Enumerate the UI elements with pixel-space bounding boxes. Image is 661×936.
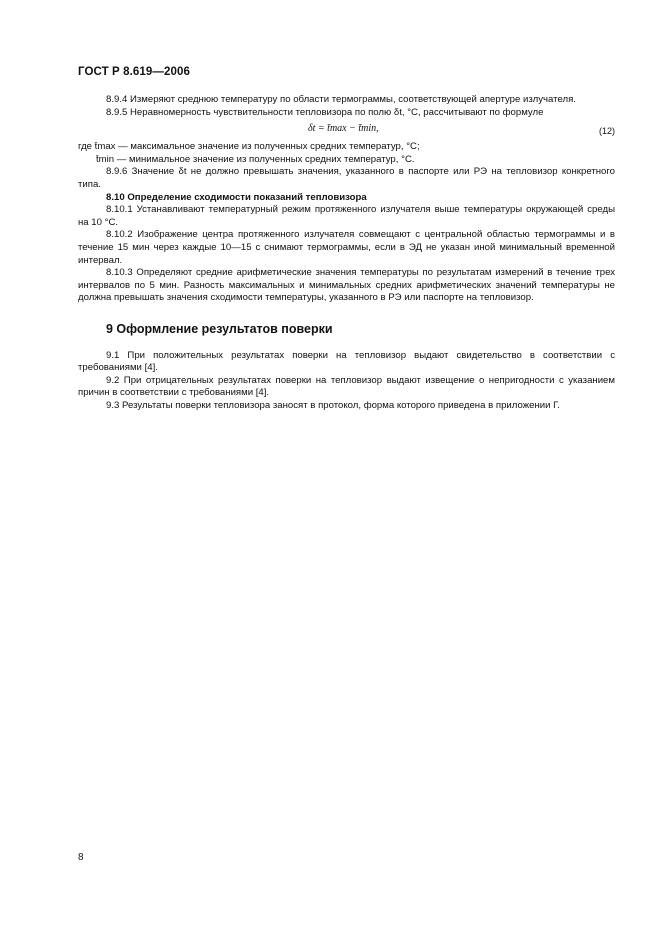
formula-12: δt = t̄max − t̄min, — [308, 123, 379, 135]
paragraph-8-10-1: 8.10.1 Устанавливают температурный режим протяженного излучателя выше температуры окружающей среды на 10 °С. — [78, 204, 615, 228]
formula-row — [78, 121, 615, 139]
page-number: 8 — [78, 852, 84, 863]
document-header: ГОСТ Р 8.619—2006 — [78, 66, 190, 78]
where-max: где t̄max — максимальное значение из полученных средних температур, °С; — [78, 141, 420, 153]
document-body — [78, 94, 615, 412]
paragraph-9-2: 9.2 При отрицательных результатах поверки на тепловизор выдают извещение о непригодности с указанием причин в соответствии с требованиями [4]. — [78, 374, 615, 399]
formula-number: (12) — [598, 126, 615, 137]
paragraph-8-9-5: 8.9.5 Неравномерность чувствительности тепловизора по полю δt, °С, рассчитывают по формуле — [106, 106, 544, 118]
paragraph-9-3: 9.3 Результаты поверки тепловизора заносят в протокол, форма которого приведена в приложении Г. — [106, 399, 560, 411]
paragraph-8-10-3: 8.10.3 Определяют средние арифметические значения температуры по результатам измерений в течение трех интервалов по 5 мин. Разность максимальных и минимальных средних арифметических значений температуры не должна превышать значения сходимости температуры, указанного в РЭ или паспорте на тепловизор. — [78, 267, 615, 304]
paragraph-8-9-4: 8.9.4 Измеряют среднюю температуру по области термограммы, соответствующей апертуре излучателя. — [106, 94, 576, 105]
paragraph-9-1: 9.1 При положительных результатах поверки на тепловизор выдают свидетельство в соответствии с требованиями [4]. — [78, 349, 615, 374]
where-min: t̄min — минимальное значение из полученных средних температур, °С. — [96, 153, 415, 165]
subsection-heading-8-10: 8.10 Определение сходимости показаний тепловизора — [106, 191, 367, 203]
paragraph-8-10-2: 8.10.2 Изображение центра протяженного излучателя совмещают с центральной областью термограммы и в течение 15 мин через каждые 10—15 с снимают термограммы, если в ЭД не указан иной минимальный временной интервал. — [78, 229, 615, 266]
paragraph-8-9-6: 8.9.6 Значение δt не должно превышать значения, указанного в паспорте или РЭ на тепловизор конкретного типа. — [78, 166, 615, 190]
section-heading-9: 9 Оформление результатов поверки — [106, 321, 333, 336]
